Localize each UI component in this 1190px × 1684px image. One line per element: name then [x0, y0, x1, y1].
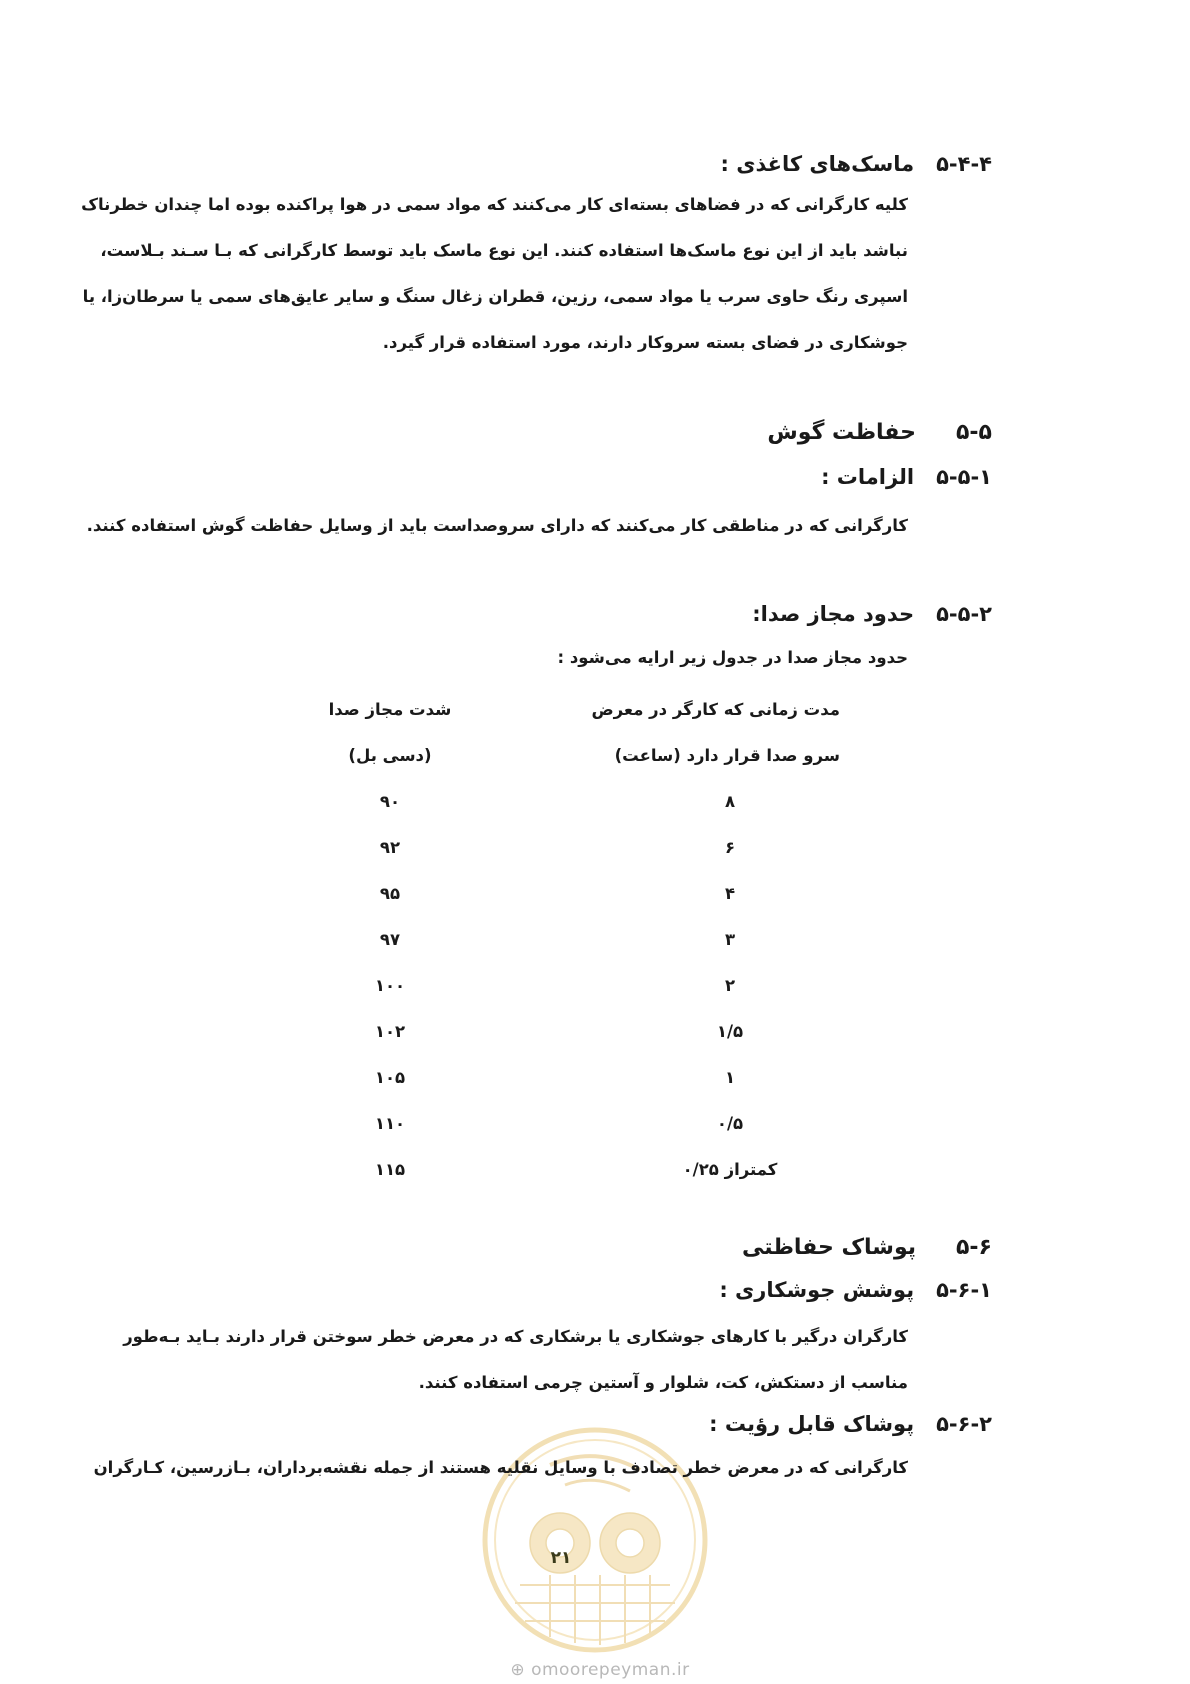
paragraph-line: کلیه کارگرانی که در فضاهای بسته‌ای کار می‌کنند که مواد سمی در هوا پراکنده بوده اما چندان خطرناک — [81, 195, 908, 214]
section-number: ۵-۵-۱ — [936, 465, 992, 489]
table-cell: ۱/۵ — [716, 1022, 744, 1041]
table-cell: ۱۰۰ — [374, 976, 406, 995]
globe-icon: ⊕ — [510, 1660, 526, 1680]
table-header: مدت زمانی که کارگر در معرض — [591, 700, 840, 719]
paragraph-line: اسپری رنگ حاوی سرب یا مواد سمی، رزین، قطران زغال سنگ و سایر عایق‌های سمی یا سرطان‌زا، یا — [82, 287, 908, 306]
section-number: ۵-۵ — [956, 420, 992, 445]
watermark-text: omoorepeyman.ir — [531, 1660, 690, 1680]
section-number: ۵-۶-۲ — [936, 1412, 992, 1436]
table-cell: ۱۱۰ — [374, 1114, 406, 1133]
table-cell: ۲ — [724, 976, 736, 995]
table-cell: ۱۱۵ — [374, 1160, 406, 1179]
table-header: سرو صدا قرار دارد (ساعت) — [614, 746, 840, 765]
table-cell: ۶ — [724, 838, 736, 857]
section-title: پوشاک قابل رؤیت : — [709, 1412, 915, 1436]
table-cell: ۹۵ — [379, 884, 401, 903]
paragraph-requirements — [87, 503, 908, 549]
heading-requirements — [821, 465, 992, 489]
paragraph-welding-clothing — [123, 1314, 908, 1406]
section-title: حدود مجاز صدا: — [752, 602, 915, 626]
table-cell: ۹۲ — [379, 838, 401, 857]
table-cell: ۸ — [724, 792, 736, 811]
section-title: پوشاک حفاظتی — [741, 1235, 916, 1260]
paragraph-line: مناسب از دستکش، کت، شلوار و آستین چرمی استفاده کنند. — [418, 1373, 908, 1392]
section-number: ۵-۶-۱ — [936, 1278, 992, 1302]
section-title: حفاظت گوش — [767, 420, 916, 445]
paragraph-paper-masks — [81, 182, 908, 366]
section-number: ۵-۶ — [956, 1235, 992, 1260]
page-number: ۲۱ — [550, 1548, 572, 1568]
table-cell: ۱ — [724, 1068, 736, 1087]
table-cell: ۹۷ — [379, 930, 401, 949]
table-cell: ۹۰ — [379, 792, 401, 811]
watermark-url — [490, 1660, 710, 1680]
noise-table-db-column — [310, 687, 470, 1193]
paragraph-line: کارگران درگیر با کارهای جوشکاری یا برشکاری که در معرض خطر سوختن قرار دارند بـاید بـه‌طور — [123, 1327, 908, 1346]
noise-table-time-column — [591, 687, 840, 1193]
section-number: ۵-۵-۲ — [936, 602, 992, 626]
table-cell: ۱۰۵ — [374, 1068, 406, 1087]
table-header: (دسی بل) — [348, 746, 432, 765]
heading-welding-clothing — [719, 1278, 992, 1302]
section-title: الزامات : — [821, 465, 915, 489]
table-cell: ۴ — [724, 884, 736, 903]
paragraph-line: نباشد باید از این نوع ماسک‌ها استفاده کنند. این نوع ماسک باید توسط کارگرانی که بـا سـند بـلاست، — [100, 241, 908, 260]
table-intro: حدود مجاز صدا در جدول زیر ارایه می‌شود : — [557, 648, 908, 667]
section-title: ماسک‌های کاغذی : — [720, 152, 915, 176]
table-cell: ۰/۵ — [716, 1114, 744, 1133]
paragraph-visible-clothing — [94, 1445, 908, 1491]
paragraph-line: کارگرانی که در معرض خطر تصادف با وسایل نقلیه هستند از جمله نقشه‌برداران، بـازرسین، کـارگران — [93, 1458, 908, 1477]
table-header: شدت مجاز صدا — [328, 700, 452, 719]
heading-noise-limits — [752, 602, 992, 626]
heading-paper-masks — [721, 152, 992, 176]
paragraph-line: جوشکاری در فضای بسته سروکار دارند، مورد استفاده قرار گیرد. — [382, 333, 908, 352]
heading-protective-clothing — [742, 1235, 992, 1260]
table-cell: ۳ — [724, 930, 736, 949]
table-cell: کمتراز ۰/۲۵ — [682, 1160, 778, 1179]
section-number: ۵-۴-۴ — [936, 152, 992, 176]
heading-ear-protection — [767, 420, 992, 445]
paragraph-line: کارگرانی که در مناطقی کار می‌کنند که دارای سروصداست باید از وسایل حفاظت گوش استفاده کنند. — [86, 516, 908, 535]
section-title: پوشش جوشکاری : — [719, 1278, 915, 1302]
heading-visible-clothing — [709, 1412, 992, 1436]
table-cell: ۱۰۲ — [374, 1022, 406, 1041]
